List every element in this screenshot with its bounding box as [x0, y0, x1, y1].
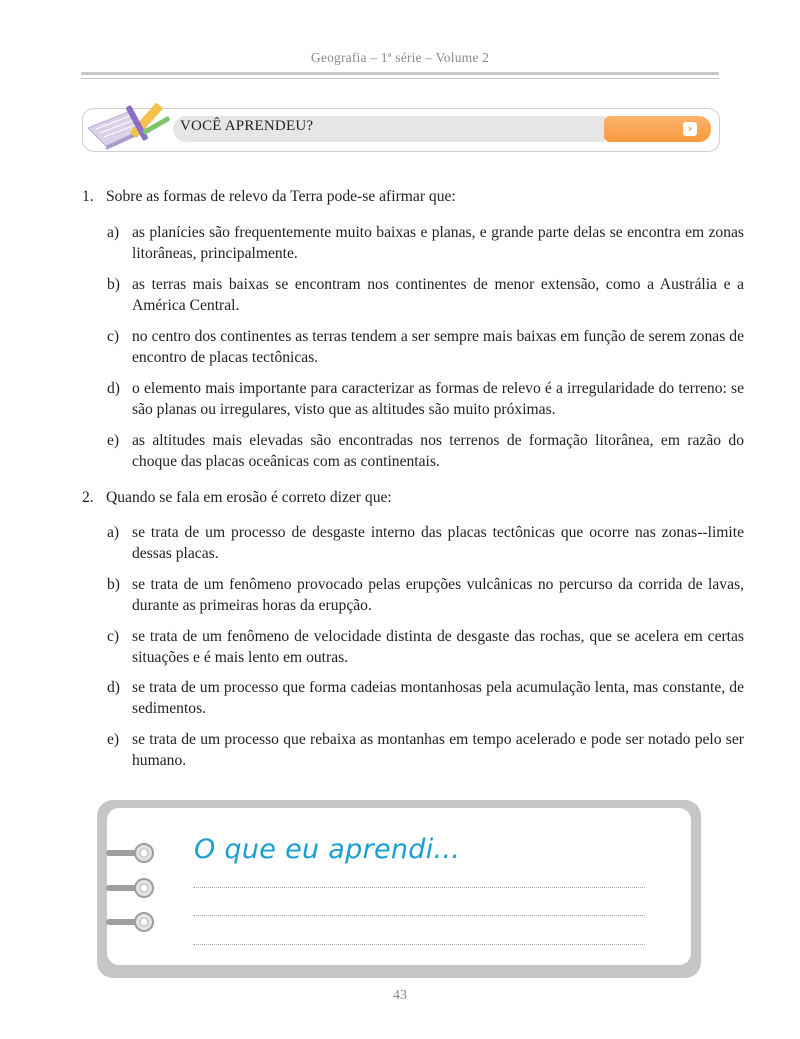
banner-title: VOCÊ APRENDEU? — [180, 118, 314, 134]
option-text: se trata de um processo de desgaste interno das placas tectônicas que ocorre nas zonas--limite dessas placas. — [132, 524, 744, 562]
option-2a[interactable] — [107, 522, 744, 564]
writing-line[interactable] — [193, 887, 645, 888]
question-text: Sobre as formas de relevo da Terra pode-se afirmar que: — [106, 188, 456, 205]
option-text: se trata de um fenômeno de velocidade distinta de desgaste das rochas, que se acelera em certas situações e é mais lento em outras. — [132, 628, 744, 666]
option-letter: c) — [107, 328, 120, 345]
page-number: 43 — [393, 988, 407, 1003]
option-text: as altitudes mais elevadas são encontradas nos terrenos de formação litorânea, em razão do choque das placas oceânicas com as continentais. — [132, 432, 744, 470]
option-letter: b) — [107, 576, 120, 593]
header-rule-thin — [81, 78, 719, 79]
option-letter: d) — [107, 679, 120, 696]
option-1b[interactable] — [107, 274, 744, 316]
option-letter: e) — [107, 432, 120, 449]
option-1c[interactable] — [107, 326, 744, 368]
writing-line[interactable] — [193, 944, 645, 945]
notebook-title: O que eu aprendi... — [194, 834, 461, 865]
binder-ring-icon — [106, 911, 158, 933]
question-1 — [82, 186, 722, 207]
question-text: Quando se fala em erosão é correto dizer que: — [106, 489, 392, 506]
option-1e[interactable] — [107, 430, 744, 472]
option-letter: e) — [107, 731, 120, 748]
pencil-notebook-icon — [84, 98, 179, 154]
option-text: o elemento mais importante para caracterizar as formas de relevo é a irregularidade do terreno: se são planas ou irregulares, visto que as altitudes são muito próximas. — [132, 380, 744, 418]
option-text: as terras mais baixas se encontram nos continentes de menor extensão, como a Austrália e a América Central. — [132, 276, 744, 314]
option-letter: a) — [107, 224, 120, 241]
chevron-right-icon[interactable]: › — [683, 122, 697, 136]
writing-line[interactable] — [193, 915, 645, 916]
option-text: as planícies são frequentemente muito baixas e planas, e grande parte delas se encontra em zonas litorâneas, principalmente. — [132, 224, 744, 262]
option-text: no centro dos continentes as terras tendem a ser sempre mais baixas em função de serem zonas de encontro de placas tectônicas. — [132, 328, 744, 366]
banner-tab[interactable] — [604, 116, 711, 142]
header-rule — [81, 72, 719, 75]
option-letter: a) — [107, 524, 120, 541]
option-1a[interactable] — [107, 222, 744, 264]
option-text: se trata de um fenômeno provocado pelas erupções vulcânicas no percurso da corrida de lavas, durante as primeiras horas da erupção. — [132, 576, 744, 614]
option-2b[interactable] — [107, 574, 744, 616]
option-2e[interactable] — [107, 729, 744, 771]
running-head: Geografia – 1ª série – Volume 2 — [310, 50, 490, 65]
option-letter: d) — [107, 380, 120, 397]
question-number: 2. — [82, 489, 94, 506]
question-2 — [82, 487, 722, 508]
option-text: se trata de um processo que forma cadeias montanhosas pela acumulação lenta, mas constante, de sedimentos. — [132, 679, 744, 717]
binder-ring-icon — [106, 877, 158, 899]
option-text: se trata de um processo que rebaixa as montanhas em tempo acelerado e pode ser notado pelo ser humano. — [132, 731, 744, 769]
question-number: 1. — [82, 188, 94, 205]
option-letter: b) — [107, 276, 120, 293]
option-2d[interactable] — [107, 677, 744, 719]
binder-ring-icon — [106, 842, 158, 864]
option-letter: c) — [107, 628, 120, 645]
option-2c[interactable] — [107, 626, 744, 668]
option-1d[interactable] — [107, 378, 744, 420]
